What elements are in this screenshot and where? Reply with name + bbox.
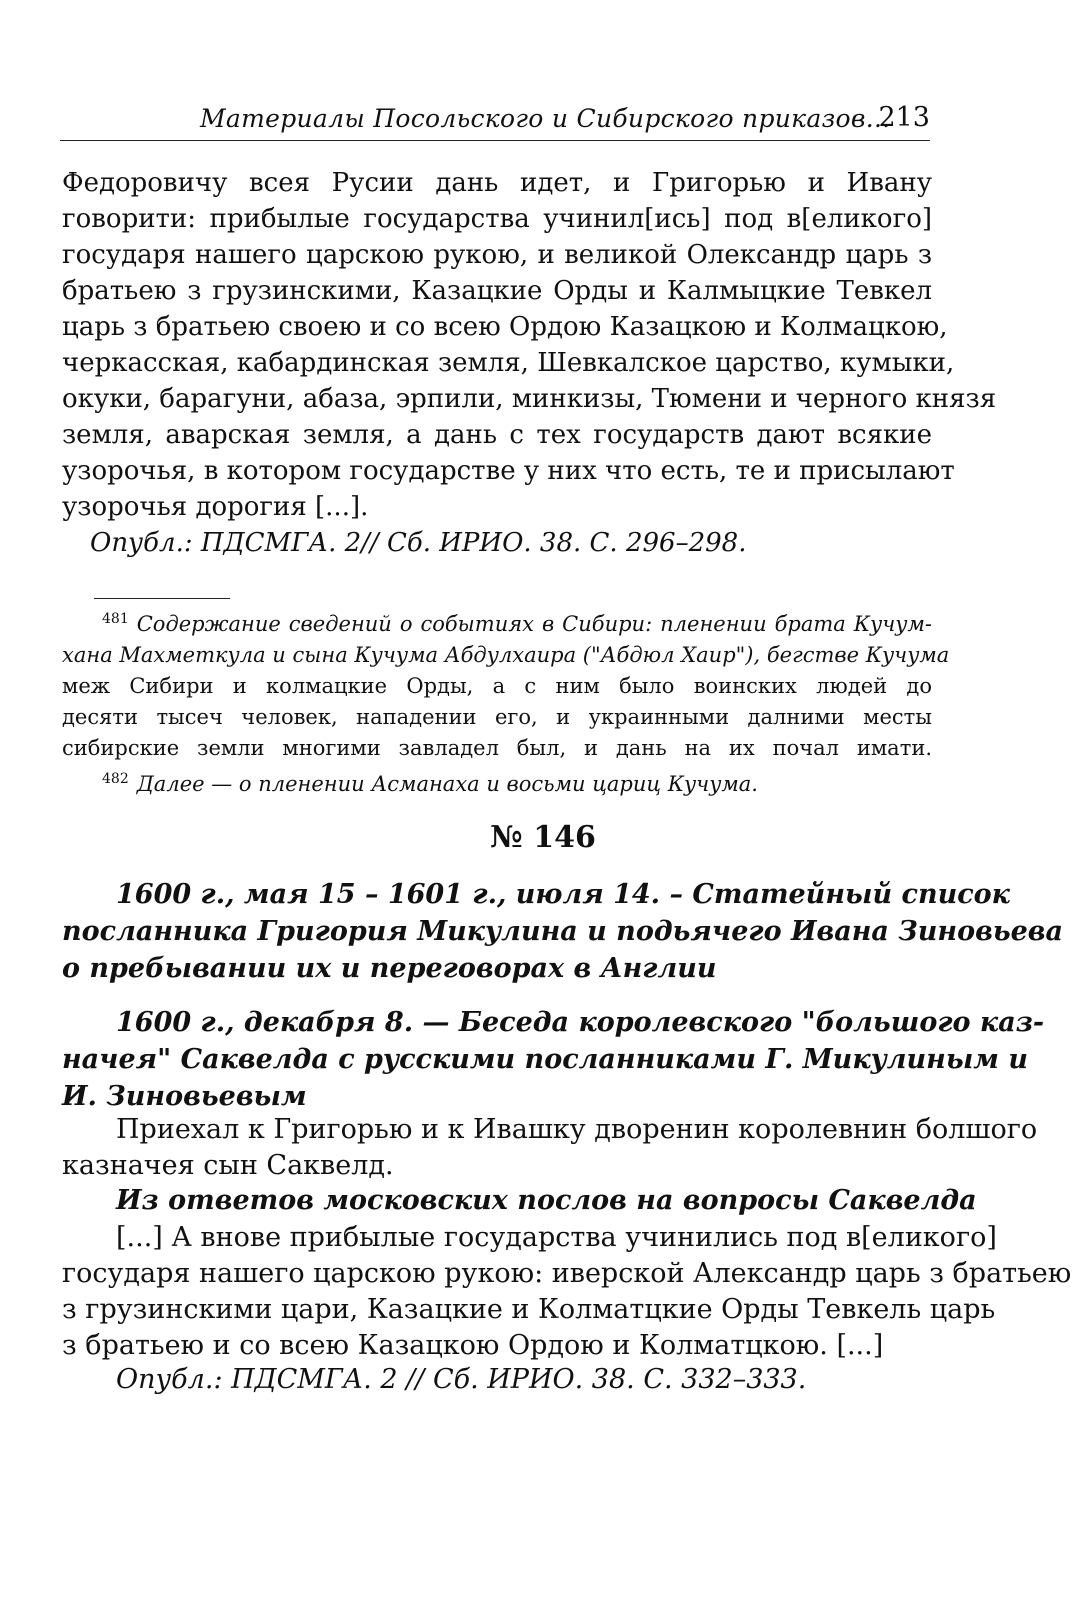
- text-line: говорити: прибылые государства учинил[ись] под в[еликого]: [62, 204, 932, 234]
- paragraph-1: [62, 1112, 1038, 1184]
- text-line: братьею з грузинскими, Казацкие Орды и Калмыцкие Тевкел: [62, 276, 932, 306]
- footnote-divider: [94, 598, 230, 599]
- paragraph-line: государя нашего царскою рукою: иверской Александр царь з братьею: [62, 1258, 1072, 1289]
- text-line: Федоровичу всея Русии дань идет, и Григорью и Ивану: [62, 168, 932, 198]
- page-number: 213: [878, 102, 930, 133]
- section-heading: [62, 1182, 977, 1219]
- footnote-481-line: десяти тысеч человек, нападении его, и украинными далними месты: [62, 705, 932, 729]
- document-heading: [62, 876, 1064, 987]
- text-line: узорочья дорогия [...].: [62, 492, 369, 522]
- publication-reference-2: Опубл.: ПДСМГА. 2 // Сб. ИРИО. 38. С. 332–333.: [116, 1364, 807, 1395]
- text-line: царь з братьею своею и со всею Ордою Казацкою и Колмацкою,: [62, 312, 948, 342]
- text-line: узорочья, в котором государстве у них что есть, те и присылают: [62, 456, 955, 486]
- paragraph-line: казначея сын Саквелд.: [62, 1150, 394, 1181]
- paragraph-line: [...] А внове прибылые государства учинились под в[еликого]: [116, 1222, 997, 1253]
- text-line: окуки, барагуни, абаза, эрпили, минкизы, Тюмени и черного князя: [62, 384, 997, 414]
- footnote-481-line: меж Сибири и колмацкие Орды, а с ним было воинских людей до: [62, 674, 932, 698]
- text-line: государя нашего царскою рукою, и великой Олександр царь з: [62, 240, 932, 270]
- footnote-481-line: хана Махметкула и сына Кучума Абдулхаира ("Абдюл Хаир"), бегстве Кучума: [62, 643, 950, 667]
- text-line: земля, аварская земля, а дань с тех государств дают всякие: [62, 420, 932, 450]
- text-line: черкасская, кабардинская земля, Шевкалское царство, кумыки,: [62, 348, 955, 378]
- paragraph-line: з братьею и со всею Казацкою Ордою и Колматцкою. [...]: [62, 1330, 884, 1361]
- heading-line: посланника Григория Микулина и подьячего Ивана Зиновьева: [62, 916, 1064, 947]
- paragraph-line: Приехал к Григорью и к Ивашку дворенин королевнин болшого: [116, 1114, 1038, 1145]
- document-number: № 146: [490, 820, 596, 855]
- heading-line: 1600 г., мая 15 – 1601 г., июля 14. – Статейный список: [116, 879, 1010, 910]
- section-heading-text: Из ответов московских послов на вопросы Саквелда: [116, 1185, 977, 1216]
- footnote-481-line: сибирские земли многими завладел был, и дань на их почал имати.: [62, 736, 932, 760]
- subheading-line: начея" Саквелда с русскими посланниками Г. Микулиным и: [62, 1044, 1028, 1075]
- paragraph-line: з грузинскими цари, Казацкие и Колматцкие Орды Тевкель царь: [62, 1294, 996, 1325]
- running-head: [60, 100, 930, 141]
- footnote-text: Содержание сведений о событиях в Сибири: пленении брата Кучум-: [136, 612, 932, 636]
- footnote-text: Далее — о пленении Асманаха и восьми цариц Кучума.: [136, 772, 758, 796]
- main-text: [62, 165, 997, 561]
- footnote-481-line: [62, 604, 932, 640]
- footnote-marker: 481: [102, 611, 129, 627]
- subheading-line: И. Зиновьевым: [62, 1081, 307, 1112]
- document-subheading: [62, 1004, 1045, 1115]
- footnote-marker: 482: [102, 771, 129, 787]
- running-title: Материалы Посольского и Сибирского приказов...: [200, 104, 891, 133]
- publication-reference: Опубл.: ПДСМГА. 2// Сб. ИРИО. 38. С. 296–298.: [90, 528, 747, 558]
- subheading-line: 1600 г., декабря 8. — Беседа королевского "большого каз-: [116, 1007, 1045, 1038]
- footnotes: [62, 604, 950, 800]
- heading-line: о пребывании их и переговорах в Англии: [62, 953, 717, 984]
- paragraph-2: [62, 1220, 1072, 1364]
- footnote-482-line: [62, 764, 932, 800]
